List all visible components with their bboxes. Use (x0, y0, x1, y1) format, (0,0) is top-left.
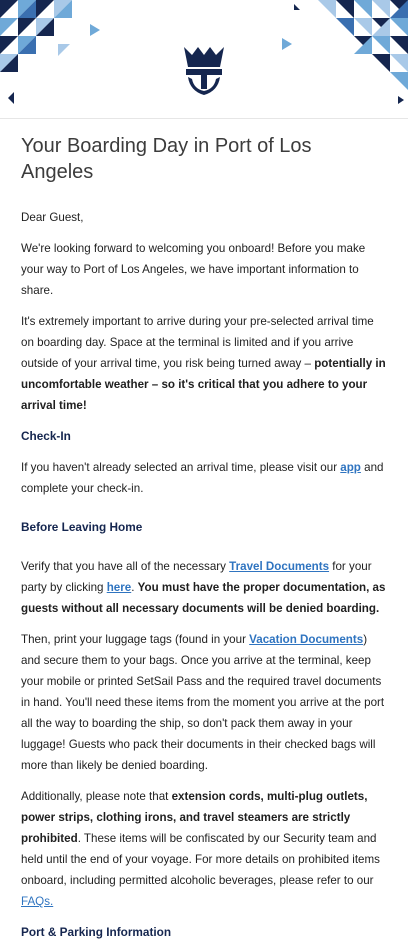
email-header (0, 0, 408, 118)
vacation-documents-link[interactable]: Vacation Documents (249, 633, 364, 646)
luggage-paragraph (21, 629, 387, 776)
checkin-heading: Check-In (21, 429, 71, 443)
faqs-link[interactable]: FAQs. (21, 895, 54, 908)
checkin-paragraph (21, 457, 387, 499)
prohibited-text-b: . These items will be confiscated by our Security team and held until the end of your voyage. For more details on prohibited items onboard, including permitted alcoholic beverages, please refer to our (21, 832, 380, 887)
arrival-warning: potentially in uncomfortable weather – so it's critical that you adhere to your arrival time! (21, 357, 386, 412)
crown-anchor-logo-icon (182, 45, 226, 97)
before-leaving-heading: Before Leaving Home (21, 520, 143, 534)
port-parking-heading: Port & Parking Information (21, 925, 172, 939)
prohibited-text-a: Additionally, please note that (21, 790, 172, 803)
documents-text-a: Verify that you have all of the necessary (21, 560, 230, 573)
prohibited-items: extension cords, multi-plug outlets, power strips, clothing irons, and travel steamers are strictly prohibited (21, 790, 368, 845)
documents-text-c: . (131, 581, 138, 594)
luggage-text-a: Then, print your luggage tags (found in your (21, 633, 250, 646)
page-title: Your Boarding Day in Port of Los Angeles (21, 135, 312, 183)
email-body (0, 133, 408, 943)
arrival-paragraph (21, 311, 387, 416)
greeting-text: Dear Guest, (21, 211, 84, 224)
prohibited-paragraph (21, 786, 387, 912)
documents-text-b: for your party by clicking (21, 560, 372, 594)
checkin-text-after: and complete your check-in. (21, 461, 384, 495)
intro-paragraph: We're looking forward to welcoming you onboard! Before you make your way to Port of Los Angeles, we have important information to share. (21, 242, 366, 297)
header-divider (0, 118, 408, 119)
here-link[interactable]: here (106, 581, 132, 594)
app-link[interactable]: app (340, 461, 361, 474)
arrival-text: It's extremely important to arrive during your pre-selected arrival time on boarding day. Space at the terminal is limited and if you arrive outside of your arrival time, you risk being turned away – (21, 315, 374, 370)
documents-paragraph (21, 556, 387, 619)
checkin-text-before: If you haven't already selected an arrival time, please visit our (21, 461, 341, 474)
travel-documents-link[interactable]: Travel Documents (229, 560, 330, 573)
documents-warning: You must have the proper documentation, as guests without all necessary documents will be denied boarding. (21, 581, 386, 615)
luggage-text-b: ) and secure them to your bags. Once you arrive at the terminal, keep your mobile or printed SetSail Pass and the required travel documents in hand. You'll need these items from the moment you arrive at the port all the way to boarding the ship, so don't pack them away in your luggage! Guests who pack their documents in their checked bags will more than likely be denied boarding. (21, 633, 385, 772)
